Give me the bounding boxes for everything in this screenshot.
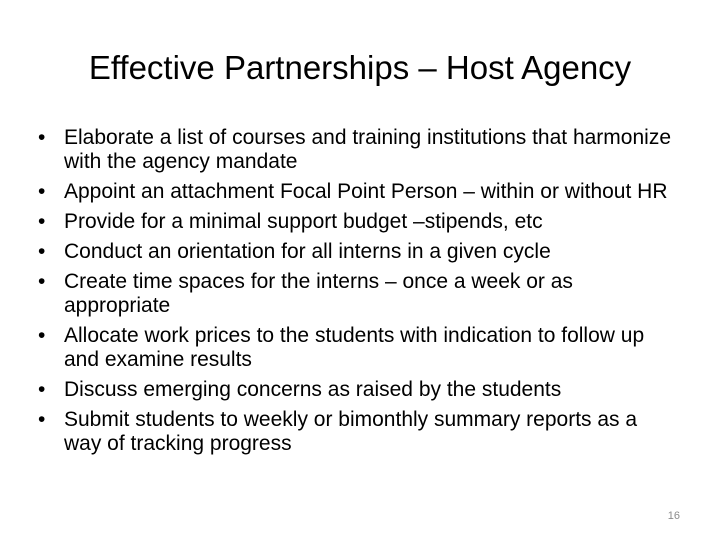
slide-title: Effective Partnerships – Host Agency <box>88 49 632 86</box>
bullet-dot: • <box>38 180 46 203</box>
bullet-item <box>36 126 676 174</box>
bullet-text: Submit students to weekly or bimonthly summary reports as a way of tracking progress <box>64 408 638 455</box>
bullet-text: Conduct an orientation for all interns in a given cycle <box>64 240 551 263</box>
bullet-text: Allocate work prices to the students with indication to follow up and examine results <box>64 324 645 371</box>
bullet-item <box>36 324 676 372</box>
bullet-text: Discuss emerging concerns as raised by the students <box>64 378 562 401</box>
bullet-item <box>36 180 676 204</box>
bullet-item <box>36 378 676 402</box>
bullet-dot: • <box>38 408 46 431</box>
bullet-dot: • <box>38 126 46 149</box>
bullet-item <box>36 408 676 456</box>
bullet-dot: • <box>38 378 46 401</box>
bullet-text: Provide for a minimal support budget –stipends, etc <box>64 210 543 233</box>
bullet-dot: • <box>38 324 46 347</box>
bullet-dot: • <box>38 210 46 233</box>
page-number: 16 <box>667 510 680 522</box>
bullet-dot: • <box>38 240 46 263</box>
bullet-text: Elaborate a list of courses and training institutions that harmonize with the agency mandate <box>64 126 672 173</box>
bullet-list <box>36 126 676 462</box>
bullet-item <box>36 210 676 234</box>
bullet-dot: • <box>38 270 46 293</box>
bullet-text: Create time spaces for the interns – once a week or as appropriate <box>64 270 573 317</box>
bullet-item <box>36 270 676 318</box>
bullet-item <box>36 240 676 264</box>
bullet-text: Appoint an attachment Focal Point Person – within or without HR <box>64 180 668 203</box>
